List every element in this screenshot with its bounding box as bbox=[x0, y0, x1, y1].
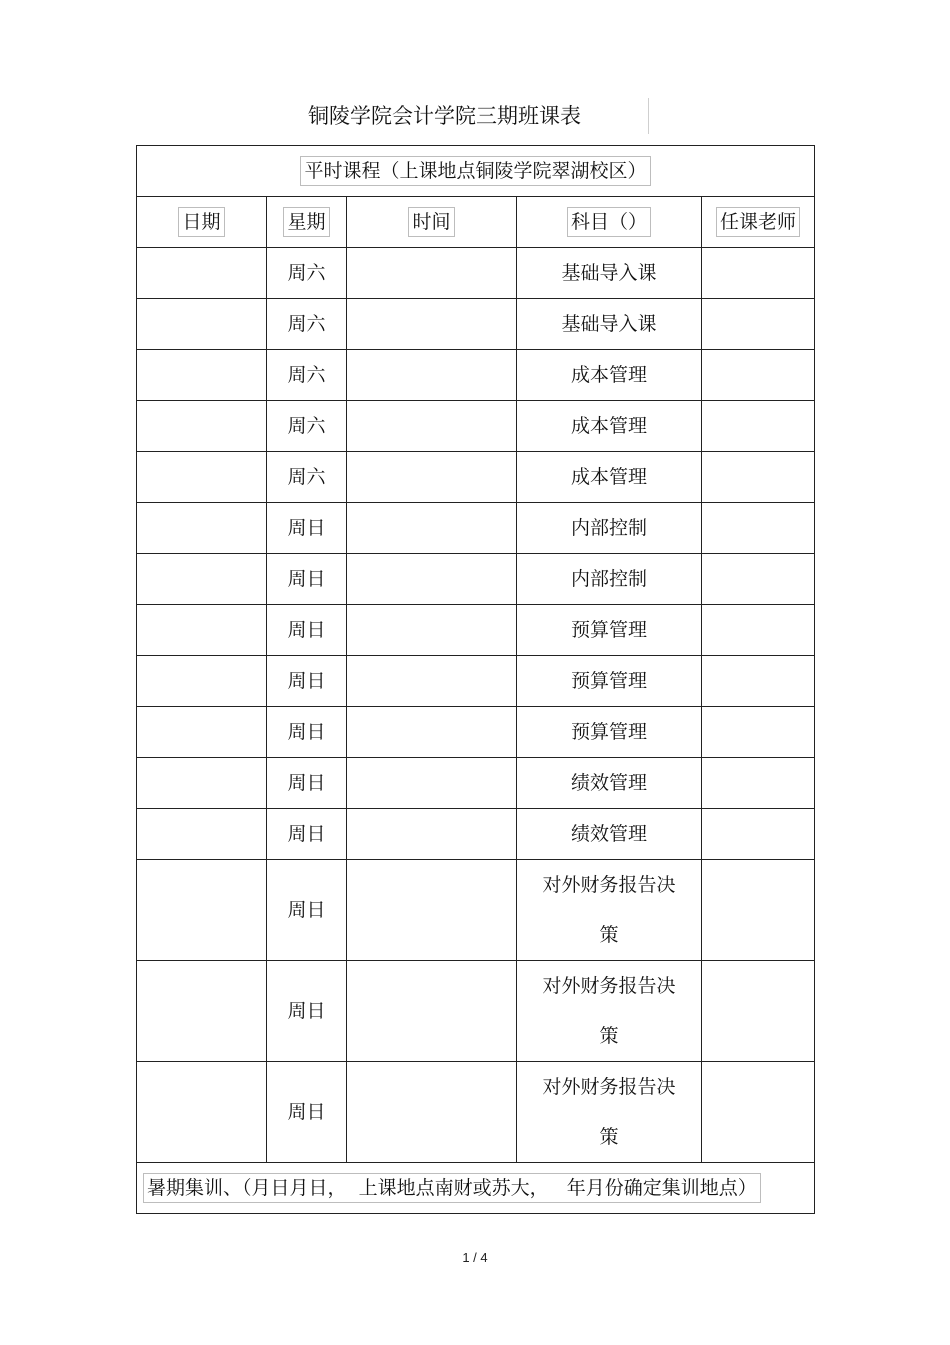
table-row bbox=[137, 656, 815, 707]
teacher-cell bbox=[702, 758, 815, 809]
weekday-cell: 周日 bbox=[267, 758, 347, 809]
time-cell bbox=[347, 350, 517, 401]
table-row bbox=[137, 248, 815, 299]
teacher-cell bbox=[702, 860, 815, 961]
teacher-cell bbox=[702, 961, 815, 1062]
date-cell bbox=[137, 503, 267, 554]
table-row bbox=[137, 860, 815, 961]
table-row bbox=[137, 350, 815, 401]
subject-cell bbox=[517, 961, 702, 1062]
subject-cell bbox=[517, 350, 702, 401]
table-row bbox=[137, 299, 815, 350]
column-header-date: 日期 bbox=[137, 197, 267, 248]
teacher-cell bbox=[702, 605, 815, 656]
time-cell bbox=[347, 758, 517, 809]
subject-cell bbox=[517, 656, 702, 707]
subject-line: 策 bbox=[599, 924, 619, 946]
subject-cell bbox=[517, 809, 702, 860]
teacher-cell bbox=[702, 452, 815, 503]
weekday-cell: 周六 bbox=[267, 299, 347, 350]
weekday-cell: 周日 bbox=[267, 605, 347, 656]
table-row bbox=[137, 401, 815, 452]
subject-cell bbox=[517, 452, 702, 503]
weekday-cell: 周日 bbox=[267, 656, 347, 707]
time-cell bbox=[347, 503, 517, 554]
time-cell bbox=[347, 248, 517, 299]
weekday-cell: 周六 bbox=[267, 401, 347, 452]
date-cell bbox=[137, 1062, 267, 1163]
subject-line: 成本管理 bbox=[570, 364, 647, 386]
teacher-cell bbox=[702, 707, 815, 758]
table-row bbox=[137, 1062, 815, 1163]
teacher-cell bbox=[702, 401, 815, 452]
weekday-cell: 周日 bbox=[267, 554, 347, 605]
subject-line: 预算管理 bbox=[570, 721, 647, 743]
table-row bbox=[137, 554, 815, 605]
subject-line: 对外财务报告决 bbox=[542, 975, 676, 997]
date-cell bbox=[137, 554, 267, 605]
subject-line: 策 bbox=[599, 1126, 619, 1148]
time-cell bbox=[347, 554, 517, 605]
subject-line: 对外财务报告决 bbox=[542, 1076, 676, 1098]
date-cell bbox=[137, 452, 267, 503]
subject-line: 对外财务报告决 bbox=[542, 874, 676, 896]
table-row bbox=[137, 605, 815, 656]
table-row bbox=[137, 452, 815, 503]
date-cell bbox=[137, 707, 267, 758]
subject-cell bbox=[517, 554, 702, 605]
footer-cell bbox=[137, 1163, 815, 1214]
subject-line: 基础导入课 bbox=[561, 262, 657, 284]
time-cell bbox=[347, 707, 517, 758]
subject-line: 绩效管理 bbox=[570, 772, 647, 794]
weekday-cell: 周日 bbox=[267, 707, 347, 758]
weekday-cell: 周六 bbox=[267, 452, 347, 503]
subject-line: 预算管理 bbox=[570, 619, 647, 641]
time-cell bbox=[347, 961, 517, 1062]
subject-line: 成本管理 bbox=[570, 415, 647, 437]
table-row bbox=[137, 503, 815, 554]
date-cell bbox=[137, 350, 267, 401]
subject-cell bbox=[517, 503, 702, 554]
date-cell bbox=[137, 758, 267, 809]
weekday-cell: 周六 bbox=[267, 248, 347, 299]
time-cell bbox=[347, 860, 517, 961]
teacher-cell bbox=[702, 1062, 815, 1163]
subject-cell bbox=[517, 707, 702, 758]
date-cell bbox=[137, 605, 267, 656]
date-cell bbox=[137, 809, 267, 860]
subject-line: 内部控制 bbox=[570, 517, 647, 539]
date-cell bbox=[137, 248, 267, 299]
section-header-cell bbox=[137, 146, 815, 197]
teacher-cell bbox=[702, 656, 815, 707]
time-cell bbox=[347, 299, 517, 350]
column-header-teacher: 任课老师 bbox=[702, 197, 815, 248]
time-cell bbox=[347, 656, 517, 707]
weekday-cell: 周日 bbox=[267, 1062, 347, 1163]
schedule-table bbox=[136, 145, 815, 1214]
subject-cell bbox=[517, 605, 702, 656]
table-row bbox=[137, 707, 815, 758]
weekday-cell: 周日 bbox=[267, 860, 347, 961]
table-row bbox=[137, 961, 815, 1062]
subject-cell bbox=[517, 758, 702, 809]
time-cell bbox=[347, 401, 517, 452]
table-row bbox=[137, 809, 815, 860]
subject-cell bbox=[517, 401, 702, 452]
time-cell bbox=[347, 809, 517, 860]
date-cell bbox=[137, 299, 267, 350]
subject-line: 策 bbox=[599, 1025, 619, 1047]
subject-cell bbox=[517, 299, 702, 350]
header-row bbox=[137, 197, 815, 248]
subject-line: 预算管理 bbox=[570, 670, 647, 692]
teacher-cell bbox=[702, 503, 815, 554]
column-header-subject: 科目（） bbox=[517, 197, 702, 248]
teacher-cell bbox=[702, 809, 815, 860]
date-cell bbox=[137, 401, 267, 452]
teacher-cell bbox=[702, 299, 815, 350]
subject-cell bbox=[517, 1062, 702, 1163]
weekday-cell: 周日 bbox=[267, 961, 347, 1062]
date-cell bbox=[137, 656, 267, 707]
section-header: 平时课程（上课地点铜陵学院翠湖校区） bbox=[300, 156, 650, 186]
table-row bbox=[137, 758, 815, 809]
teacher-cell bbox=[702, 350, 815, 401]
weekday-cell: 周日 bbox=[267, 809, 347, 860]
weekday-cell: 周日 bbox=[267, 503, 347, 554]
footer-row bbox=[137, 1163, 815, 1214]
summer-training-note: 暑期集训、（月日月日， 上课地点南财或苏大， 年月份确定集训地点） bbox=[143, 1173, 761, 1203]
weekday-cell: 周六 bbox=[267, 350, 347, 401]
subject-line: 基础导入课 bbox=[561, 313, 657, 335]
teacher-cell bbox=[702, 248, 815, 299]
column-header-weekday: 星期 bbox=[267, 197, 347, 248]
subject-cell bbox=[517, 248, 702, 299]
time-cell bbox=[347, 452, 517, 503]
time-cell bbox=[347, 605, 517, 656]
column-header-time: 时间 bbox=[347, 197, 517, 248]
document-title: 铜陵学院会计学院三期班课表 bbox=[300, 98, 649, 134]
subject-cell bbox=[517, 860, 702, 961]
time-cell bbox=[347, 1062, 517, 1163]
subject-line: 绩效管理 bbox=[570, 823, 647, 845]
page-number: 1 / 4 bbox=[462, 1250, 488, 1265]
subject-line: 内部控制 bbox=[570, 568, 647, 590]
date-cell bbox=[137, 961, 267, 1062]
teacher-cell bbox=[702, 554, 815, 605]
date-cell bbox=[137, 860, 267, 961]
subject-line: 成本管理 bbox=[570, 466, 647, 488]
